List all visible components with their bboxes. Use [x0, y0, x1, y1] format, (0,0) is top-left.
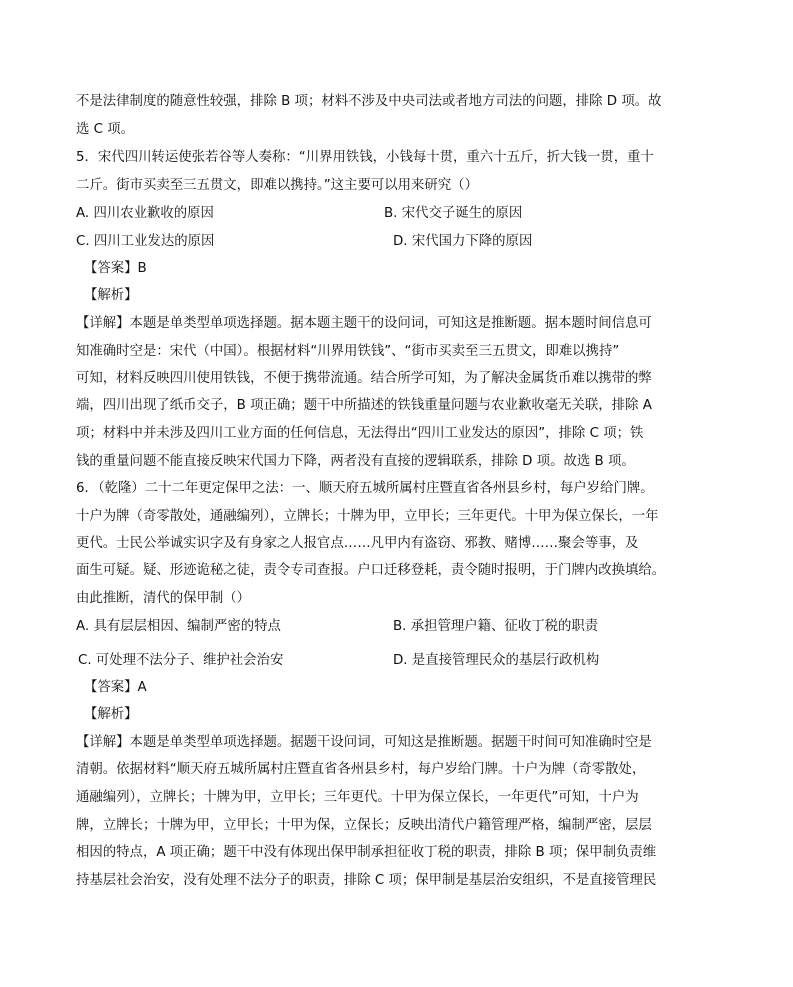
question-6-stem: 由此推断，清代的保甲制（）	[76, 591, 251, 606]
text-line: 不是法律制度的随意性较强，排除 B 项；材料不涉及中央司法或者地方司法的问题，排除 D 项。故	[76, 94, 662, 109]
q6-explanation-line: 清朝。依据材料“顺天府五城所属村庄暨直省各州县乡村，每户岁给门牌。十户为牌（奇零散处，	[76, 762, 646, 777]
q6-option-b: B. 承担管理户籍、征收丁税的职责	[393, 619, 599, 634]
q5-explanation-line: 项；材料中并未涉及四川工业方面的任何信息，无法得出“四川工业发达的原因”，排除 C 项；铁	[76, 426, 644, 441]
q5-analysis-label: 【解析】	[84, 288, 138, 303]
text-line: 选 C 项。	[76, 122, 135, 137]
question-5-stem: 二斤。街市买卖至三五贯文，即难以携持。”这主要可以用来研究（）	[76, 178, 478, 193]
question-6-stem: 十户为牌（奇零散处，通融编列），立牌长；十牌为甲，立甲长；三年更代。十甲为保立保长，一年	[76, 509, 659, 524]
q6-option-a: A. 具有层层相因、编制严密的特点	[76, 619, 281, 634]
q6-explanation-line: 持基层社会治安，没有处理不法分子的职责，排除 C 项；保甲制是基层治安组织，不是直接管理民	[76, 873, 657, 888]
q5-explanation-line: 知准确时空是：宋代（中国）。根据材料“川界用铁钱”、“街市买卖至三五贯文，即难以携持”	[76, 344, 620, 359]
q6-explanation-line: 【详解】本题是单类型单项选择题。据题干设问词，可知这是推断题。据题干时间可知准确时空是	[76, 735, 652, 750]
q5-explanation-line: 可知，材料反映四川使用铁钱，不便于携带流通。结合所学可知，为了解决金属货币难以携带的弊	[76, 371, 652, 386]
q6-explanation-line: 通融编列），立牌长；十牌为甲，立甲长；三年更代。十甲为保立保长，一年更代”可知，十户为	[76, 790, 639, 805]
q5-option-b: B. 宋代交子诞生的原因	[384, 206, 523, 221]
q5-option-d: D. 宋代国力下降的原因	[393, 234, 533, 249]
q5-explanation-line: 【详解】本题是单类型单项选择题。据本题主题干的设问词，可知这是推断题。据本题时间信息可	[76, 316, 652, 331]
q5-explanation-line: 端，四川出现了纸币交子，B 项正确；题干中所描述的铁钱重量问题与农业歉收毫无关联，排除 A	[76, 398, 652, 413]
q6-answer: 【答案】A	[84, 680, 147, 695]
question-6-stem: 面生可疑。疑、形迹诡秘之徒，责令专司查报。户口迁移登耗，责令随时报明，于门牌内改换填给。	[76, 563, 666, 578]
q6-option-d: D. 是直接管理民众的基层行政机构	[393, 653, 600, 668]
q5-option-c: C. 四川工业发达的原因	[76, 234, 215, 249]
q5-answer: 【答案】B	[84, 261, 147, 276]
q5-explanation-line: 钱的重量问题不能直接反映宋代国力下降，两者没有直接的逻辑联系，排除 D 项。故选 B 项。	[76, 454, 635, 469]
q6-option-c: C. 可处理不法分子、维护社会治安	[78, 653, 284, 668]
q6-explanation-line: 相因的特点，A 项正确；题干中没有体现出保甲制承担征收丁税的职责，排除 B 项；保甲制负责维	[76, 845, 657, 860]
question-6-stem: 6．（乾隆）二十二年更定保甲之法：一、顺天府五城所属村庄暨直省各州县乡村，每户岁给门牌。	[76, 481, 654, 496]
q6-explanation-line: 牌，立牌长；十牌为甲，立甲长；十甲为保，立保长；反映出清代户籍管理严格，编制严密，层层	[76, 818, 652, 833]
q6-analysis-label: 【解析】	[84, 707, 138, 722]
question-5-stem: 5．宋代四川转运使张若谷等人奏称：“川界用铁钱，小钱每十贯，重六十五斤，折大钱一贯，重十	[76, 150, 654, 165]
question-6-stem: 更代。士民公举诚实识字及有身家之人报官点……凡甲内有盗窃、邪教、赌博……聚会等事，及	[76, 536, 639, 551]
q5-option-a: A. 四川农业歉收的原因	[76, 206, 214, 221]
